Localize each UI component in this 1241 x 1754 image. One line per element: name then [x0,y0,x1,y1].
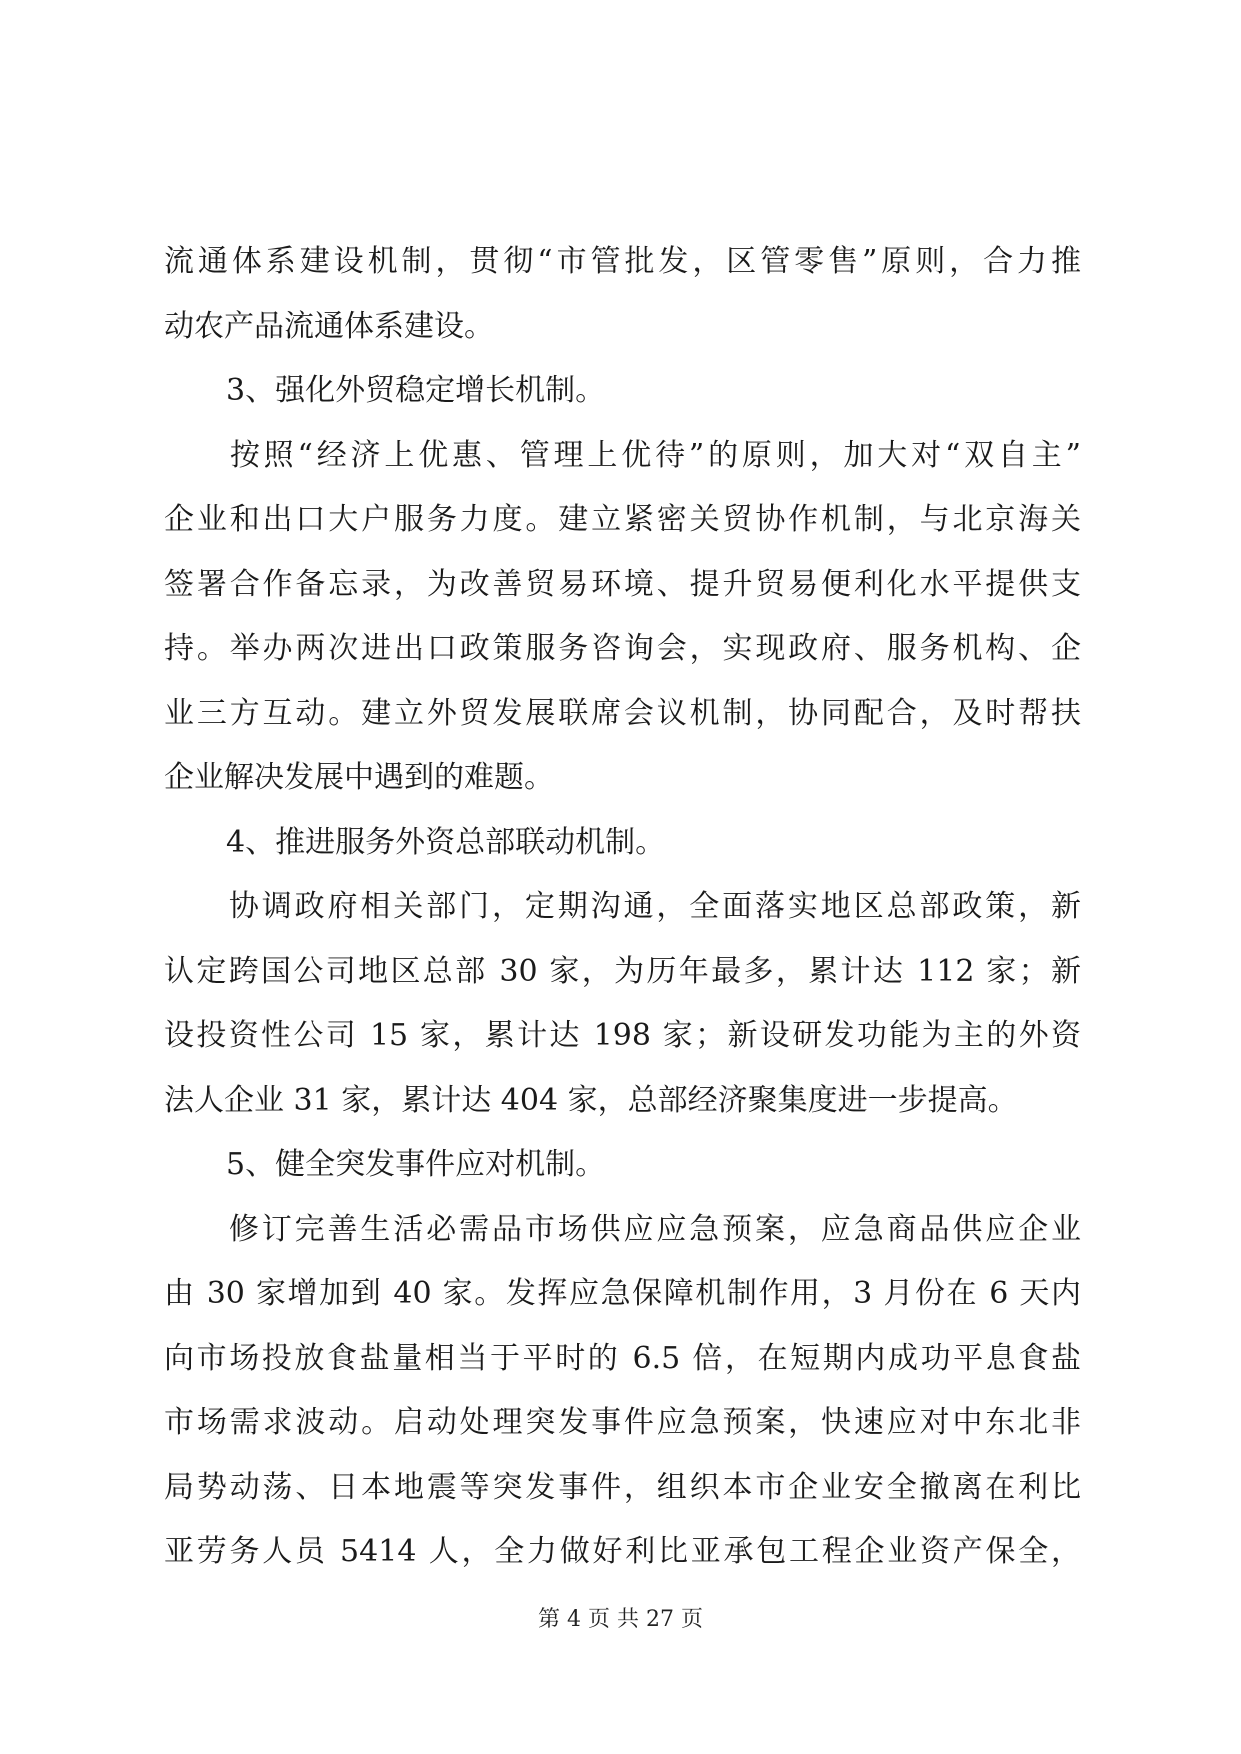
paragraph-line: 业三方互动。建立外贸发展联席会议机制，协同配合，及时帮扶 [164,695,1081,731]
page-footer [0,1605,1241,1635]
paragraph-line: 动农产品流通体系建设。 [164,308,494,344]
paragraph-line: 按照“经济上优惠、管理上优待”的原则，加大对“双自主” [226,437,1081,473]
section-heading-text: 4、推进服务外资总部联动机制。 [226,824,666,860]
section-heading-text: 3、强化外贸稳定增长机制。 [226,373,606,408]
paragraph-line: 设投资性公司 15 家，累计达 198 家；新设研发功能为主的外资 [164,1018,1081,1053]
paragraph-line: 由 30 家增加到 40 家。发挥应急保障机制作用，3 月份在 6 天内 [164,1276,1081,1311]
paragraph-line: 协调政府相关部门，定期沟通，全面落实地区总部政策，新 [226,889,1081,924]
paragraph-line: 认定跨国公司地区总部 30 家，为历年最多，累计达 112 家；新 [164,953,1081,989]
section-heading [164,811,1081,876]
paragraph-line: 签署合作备忘录，为改善贸易环境、提升贸易便利化水平提供支 [164,566,1081,602]
section-heading [164,359,1081,424]
section-heading-text: 5、健全突发事件应对机制。 [226,1147,606,1182]
paragraph-line: 修订完善生活必需品市场供应应急预案，应急商品供应企业 [226,1211,1081,1247]
paragraph-line: 局势动荡、日本地震等突发事件，组织本市企业安全撤离在利比 [164,1469,1081,1505]
paragraph-line: 法人企业 31 家，累计达 404 家，总部经济聚集度进一步提高。 [164,1082,1018,1118]
document-body [164,230,1081,1585]
paragraph-line: 企业和出口大户服务力度。建立紧密关贸协作机制，与北京海关 [164,502,1081,537]
paragraph-line: 亚劳务人员 5414 人，全力做好利比亚承包工程企业资产保全， [164,1534,1081,1569]
paragraph-line: 企业解决发展中遇到的难题。 [164,760,554,795]
paragraph-line: 市场需求波动。启动处理突发事件应急预案，快速应对中东北非 [164,1405,1081,1440]
paragraph-line: 流通体系建设机制，贯彻“市管批发，区管零售”原则，合力推 [164,244,1081,279]
page-number-label: 第 4 页 共 27 页 [538,1607,703,1632]
paragraph-line: 持。举办两次进出口政策服务咨询会，实现政府、服务机构、企 [164,631,1081,666]
section-heading [164,1133,1081,1198]
paragraph-line: 向市场投放食盐量相当于平时的 6.5 倍，在短期内成功平息食盐 [164,1340,1081,1376]
